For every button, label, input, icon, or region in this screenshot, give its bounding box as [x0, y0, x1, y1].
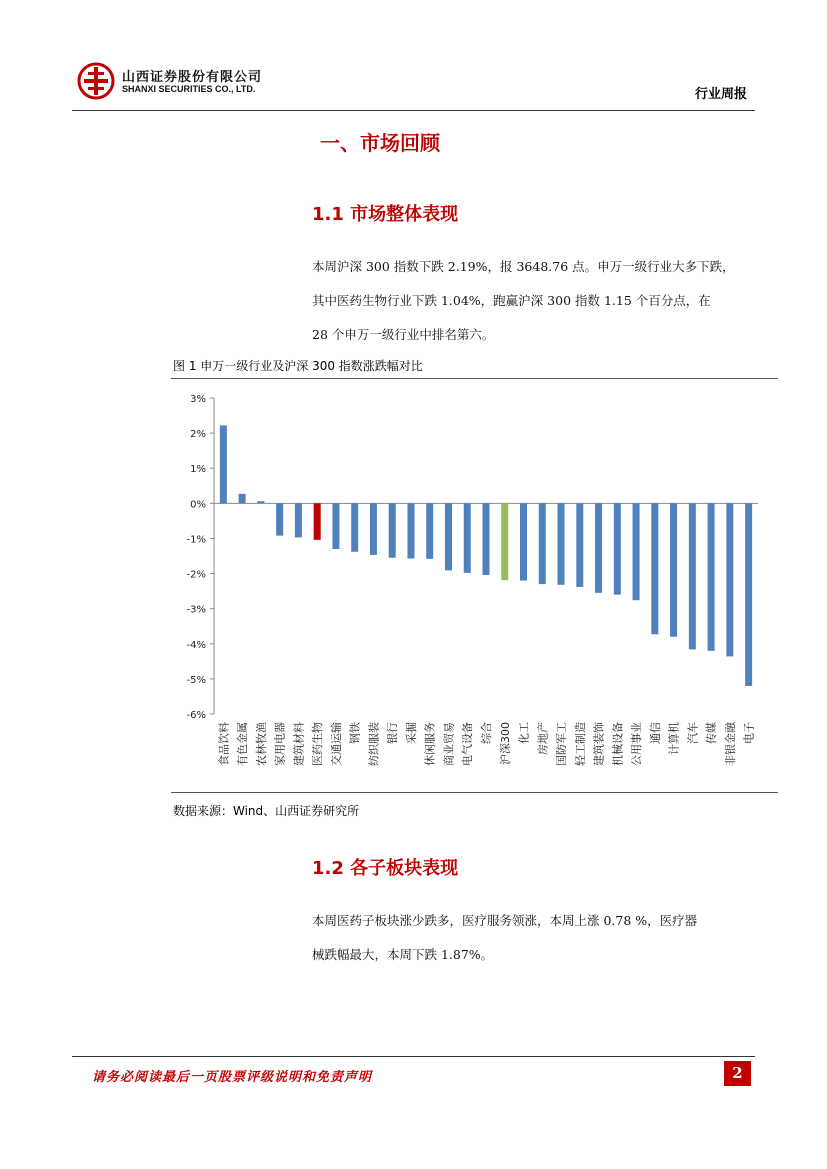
bar — [614, 503, 621, 594]
bar — [370, 503, 377, 555]
x-tick-label: 医药生物 — [311, 722, 325, 766]
bar — [595, 503, 602, 593]
bar — [670, 503, 677, 636]
bar — [276, 503, 283, 535]
bar — [745, 503, 752, 686]
x-tick-label: 有色金属 — [236, 722, 250, 766]
industry-returns-bar-chart — [170, 380, 780, 795]
x-tick-label: 传媒 — [705, 722, 719, 744]
bar — [483, 503, 490, 575]
x-tick-label: 机械设备 — [611, 722, 625, 766]
bar — [314, 503, 321, 540]
bar — [239, 494, 246, 503]
bar — [220, 425, 227, 503]
bar — [558, 503, 565, 584]
paragraph-line: 其中医药生物行业下跌 1.04%，跑赢沪深 300 指数 1.15 个百分点，在 — [312, 293, 711, 308]
x-tick-label: 农林牧渔 — [254, 722, 268, 766]
bar — [539, 503, 546, 584]
x-tick-label: 房地产 — [536, 722, 550, 755]
bar — [651, 503, 658, 634]
y-tick-label: -2% — [186, 569, 206, 581]
x-tick-label: 商业贸易 — [442, 722, 456, 766]
x-tick-label: 轻工制造 — [573, 722, 587, 766]
y-tick-label: -6% — [186, 710, 206, 721]
page-number: 2 — [724, 1061, 751, 1086]
bar — [426, 503, 433, 558]
y-tick-label: 0% — [190, 499, 206, 511]
x-tick-label: 沪深300 — [498, 722, 512, 765]
paragraph-subsector — [312, 904, 754, 972]
footer-disclaimer: 请务必阅读最后一页股票评级说明和免责声明 — [92, 1070, 373, 1085]
x-tick-label: 化工 — [517, 722, 531, 744]
x-tick-label: 休闲服务 — [423, 722, 437, 766]
figure-bottom-rule — [171, 792, 778, 793]
x-tick-label: 国防军工 — [555, 722, 569, 766]
bar — [389, 503, 396, 557]
x-tick-label: 纺织服装 — [367, 722, 381, 766]
x-tick-label: 建筑装饰 — [592, 722, 606, 766]
bar — [520, 503, 527, 580]
x-tick-label: 非银金融 — [723, 722, 737, 766]
y-tick-label: 3% — [190, 394, 206, 405]
bar — [501, 503, 508, 580]
bar — [351, 503, 358, 551]
y-tick-label: 1% — [190, 464, 206, 476]
y-tick-label: -3% — [186, 604, 206, 616]
company-name-en: SHANXI SECURITIES CO., LTD. — [122, 84, 256, 94]
bar — [295, 503, 302, 537]
company-name-cn: 山西证券股份有限公司 — [122, 70, 263, 85]
bar — [332, 503, 339, 549]
x-tick-label: 交通运输 — [329, 722, 343, 766]
paragraph-line: 28 个申万一级行业中排名第六。 — [312, 327, 495, 342]
y-tick-label: -5% — [186, 674, 206, 686]
header-divider — [72, 110, 755, 111]
x-tick-label: 家用电器 — [273, 722, 287, 766]
x-tick-label: 公用事业 — [630, 722, 644, 766]
bar — [464, 503, 471, 573]
bar — [708, 503, 715, 650]
company-logo — [77, 62, 115, 100]
bar — [726, 503, 733, 656]
subsection-title-1-1: 1.1 市场整体表现 — [312, 204, 459, 225]
x-tick-label: 钢铁 — [348, 722, 362, 744]
paragraph-line: 本周沪深 300 指数下跌 2.19%，报 3648.76 点。申万一级行业大多下跌， — [312, 259, 735, 274]
y-tick-label: -4% — [186, 639, 206, 651]
x-tick-label: 银行 — [386, 722, 400, 744]
x-tick-label: 建筑材料 — [292, 722, 306, 766]
bar — [445, 503, 452, 570]
bar — [407, 503, 414, 558]
x-tick-label: 电子 — [742, 722, 756, 744]
bar — [257, 501, 264, 503]
bar — [633, 503, 640, 600]
report-type: 行业周报 — [694, 87, 747, 102]
x-tick-label: 通信 — [648, 722, 662, 744]
subsection-title-1-2: 1.2 各子板块表现 — [312, 858, 459, 879]
x-tick-label: 计算机 — [667, 722, 681, 755]
figure-source: 数据来源：Wind、山西证券研究所 — [173, 804, 360, 818]
bar — [576, 503, 583, 587]
paragraph-line: 本周医药子板块涨少跌多，医疗服务领涨，本周上涨 0.78 %，医疗器 — [312, 913, 698, 928]
footer-divider — [72, 1056, 755, 1057]
section-title: 一、市场回顾 — [320, 131, 440, 155]
x-tick-label: 综合 — [480, 722, 493, 744]
paragraph-line: 械跌幅最大，本周下跌 1.87%。 — [312, 947, 494, 962]
figure-top-rule — [171, 378, 778, 379]
figure-title: 图 1 申万一级行业及沪深 300 指数涨跌幅对比 — [173, 359, 423, 373]
y-tick-label: 2% — [190, 429, 206, 441]
x-tick-label: 采掘 — [404, 722, 418, 744]
y-tick-label: -1% — [186, 534, 206, 546]
bar — [689, 503, 696, 649]
x-tick-label: 汽车 — [686, 722, 700, 744]
paragraph-market-overview — [312, 250, 754, 352]
x-tick-label: 电气设备 — [461, 722, 475, 766]
x-tick-label: 食品饮料 — [217, 722, 231, 766]
